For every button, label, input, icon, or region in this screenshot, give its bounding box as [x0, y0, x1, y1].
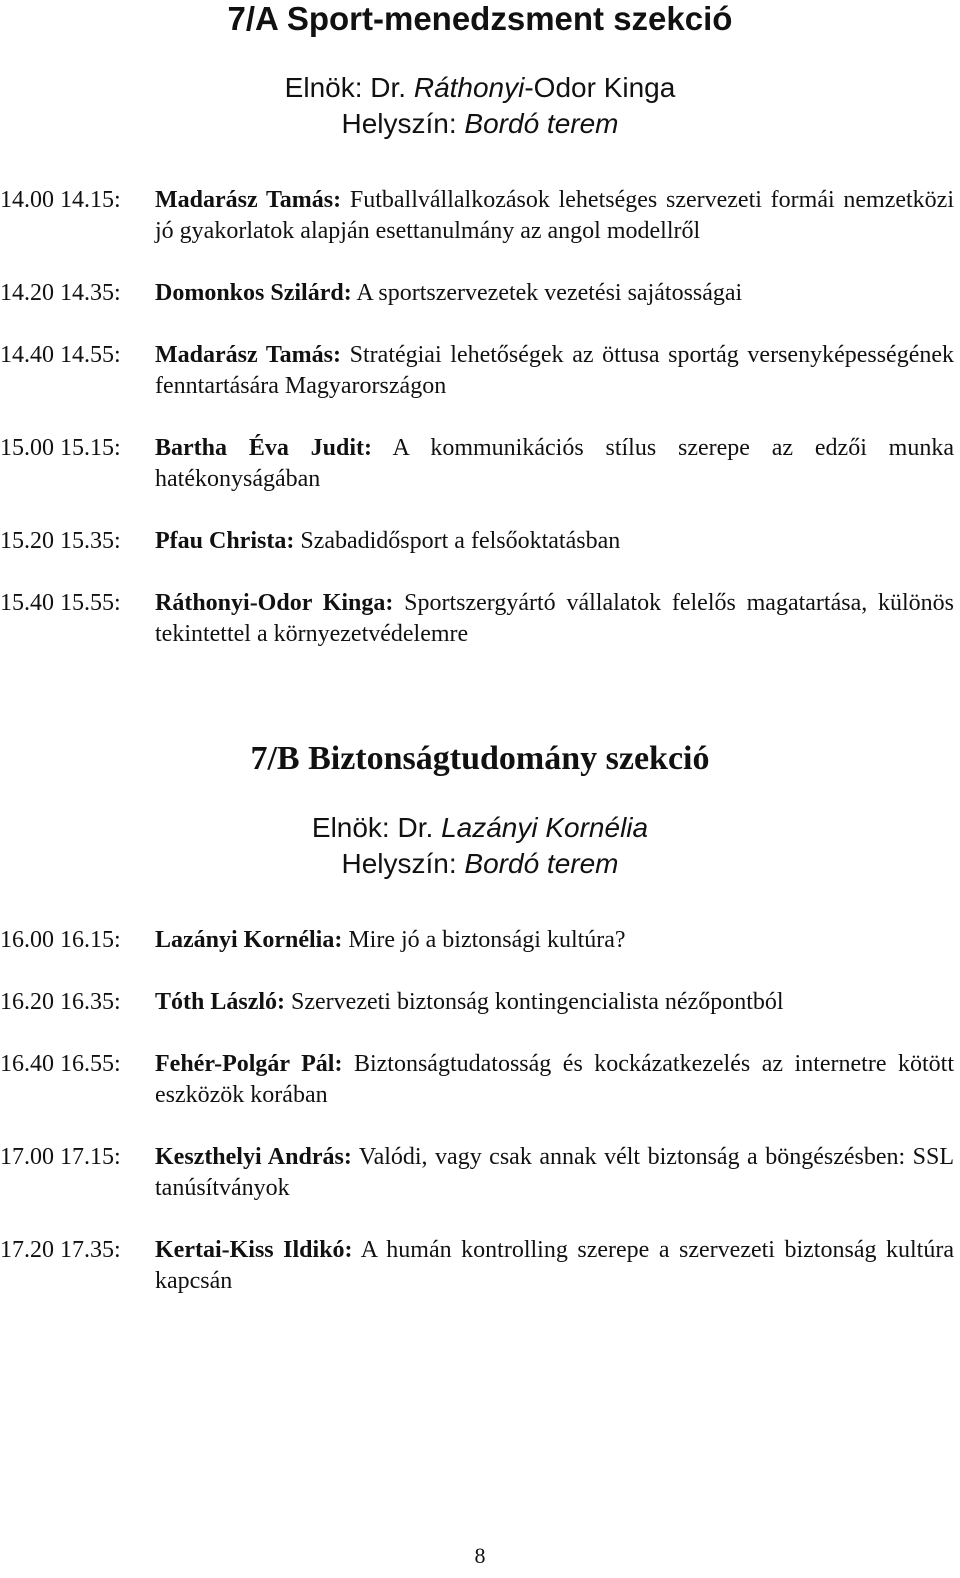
location-name: Bordó terem [464, 108, 619, 139]
talk-title: A kommunikációs stílus szerepe az edzői munka hatékonyságában [155, 435, 954, 492]
section-sport-management [0, 0, 960, 681]
talk-title: Biztonságtudatosság és kockázatkezelés az internetre kötött eszközök korában [155, 1051, 954, 1108]
talk-title: A sportszervezetek vezetési sajátosságai [356, 280, 743, 306]
chair-name-rest: -Odor Kinga [524, 72, 676, 103]
talk-time: 15.00 15.15: [0, 435, 121, 461]
talk-item [0, 588, 960, 650]
talk-title: Futballvállalkozások lehetséges szervezeti formái nemzetközi jó gyakorlatok alapján esettanulmány az angol modellről [155, 187, 955, 244]
talk-speaker: Bartha Éva Judit: [155, 435, 373, 461]
chair-name-italic: Lazányi Kornélia [441, 812, 649, 843]
location-name: Bordó terem [464, 848, 619, 879]
talk-time: 16.40 16.55: [0, 1051, 121, 1077]
section-title: 7/B Biztonságtudomány szekció [250, 740, 710, 777]
chair-line [0, 810, 960, 846]
talk-item [0, 987, 960, 1018]
talk-speaker: Fehér-Polgár Pál: [155, 1051, 343, 1077]
talk-item [0, 340, 960, 402]
talk-time: 15.40 15.55: [0, 590, 121, 616]
talk-title: Sportszergyártó vállalatok felelős magatartása, különös tekintettel a környezetvédelemre [155, 590, 955, 647]
talk-time: 17.00 17.15: [0, 1144, 121, 1170]
talk-speaker: Keszthelyi András: [155, 1144, 352, 1170]
talk-title: Mire jó a biztonsági kultúra? [348, 927, 626, 953]
talk-time: 14.20 14.35: [0, 280, 121, 306]
location-prefix: Helyszín: [341, 108, 465, 139]
talk-speaker: Ráthonyi-Odor Kinga: [155, 590, 394, 616]
chair-line [0, 70, 960, 106]
talk-item [0, 1049, 960, 1111]
location-line [0, 846, 960, 882]
talk-item [0, 1142, 960, 1204]
talk-list [0, 925, 960, 1297]
talk-item [0, 433, 960, 495]
talk-time: 14.40 14.55: [0, 342, 121, 368]
talk-time: 17.20 17.35: [0, 1237, 121, 1263]
talk-title: Stratégiai lehetőségek az öttusa sportág versenyképességének fenntartására Magyarországon [155, 342, 955, 399]
talk-speaker: Kertai-Kiss Ildikó: [155, 1237, 353, 1263]
talk-speaker: Tóth László: [155, 989, 286, 1015]
chair-prefix: Elnök: Dr. [284, 72, 414, 103]
talk-speaker: Domonkos Szilárd: [155, 280, 352, 306]
talk-speaker: Pfau Christa: [155, 528, 295, 554]
talk-item [0, 526, 960, 557]
chair-prefix: Elnök: Dr. [311, 812, 442, 843]
talk-speaker: Madarász Tamás: [155, 342, 341, 368]
talk-list [0, 185, 960, 650]
talk-item [0, 1235, 960, 1297]
talk-time: 16.00 16.15: [0, 927, 121, 953]
chair-name-italic: Ráthonyi [413, 72, 525, 103]
location-prefix: Helyszín: [341, 848, 465, 879]
talk-item [0, 278, 960, 309]
talk-item [0, 925, 960, 956]
talk-speaker: Madarász Tamás: [155, 187, 342, 213]
talk-title: Szabadidősport a felsőoktatásban [300, 528, 621, 554]
location-line [0, 106, 960, 142]
talk-time: 15.20 15.35: [0, 528, 121, 554]
section-title: 7/A Sport-menedzsment szekció [227, 0, 733, 37]
talk-time: 16.20 16.35: [0, 989, 121, 1015]
talk-title: Szervezeti biztonság kontingencialista nézőpontból [291, 989, 784, 1015]
talk-time: 14.00 14.15: [0, 187, 121, 213]
talk-title: Valódi, vagy csak annak vélt biztonság a böngészésben: SSL tanúsítványok [155, 1144, 954, 1201]
talk-item [0, 185, 960, 247]
talk-title: A humán kontrolling szerepe a szervezeti biztonság kultúra kapcsán [155, 1237, 954, 1294]
page-number: 8 [474, 1543, 486, 1568]
talk-speaker: Lazányi Kornélia: [155, 927, 343, 953]
section-security-science [0, 740, 960, 1328]
